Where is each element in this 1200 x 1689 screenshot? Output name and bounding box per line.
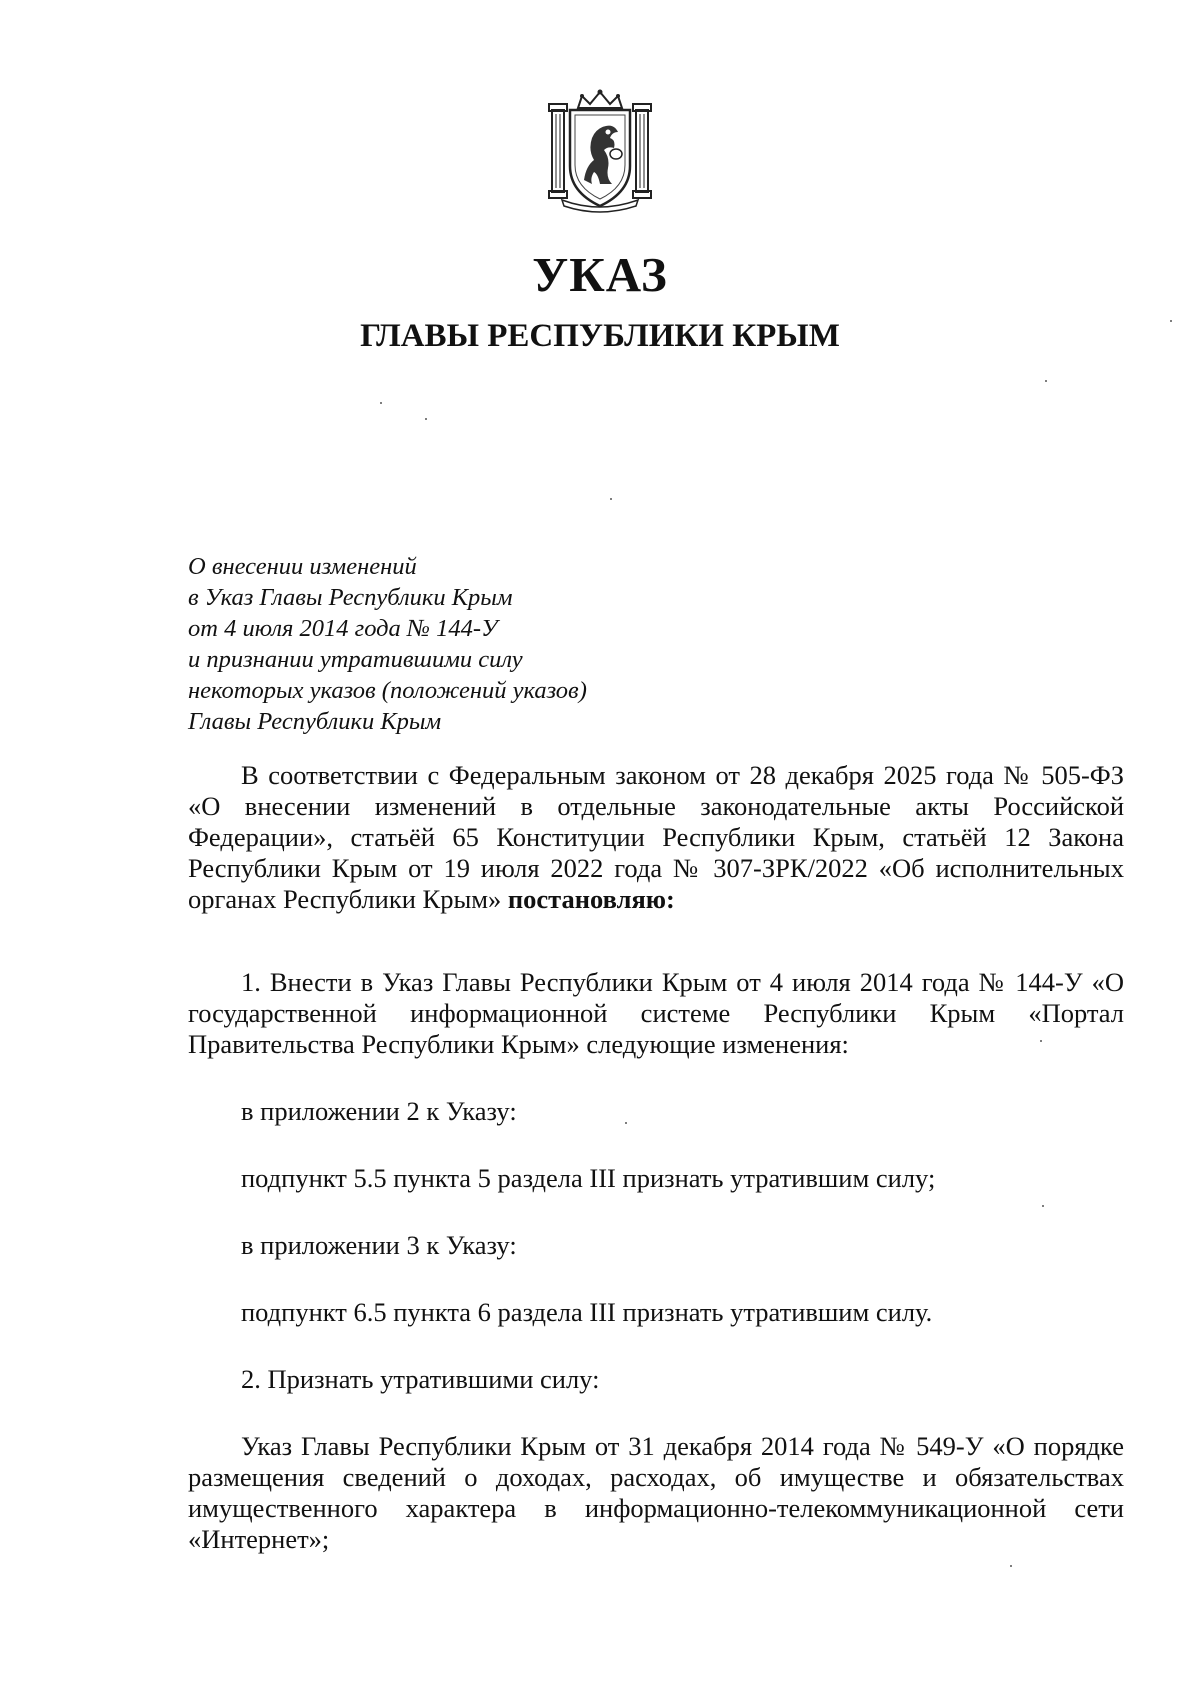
resolve-word: постановляю: (507, 884, 675, 914)
scan-speck (1045, 380, 1047, 382)
appendix-2-line: в приложении 2 к Указу: (241, 1096, 517, 1126)
item-1-line (188, 1096, 1124, 1127)
scan-speck (625, 1122, 627, 1124)
scan-speck (1170, 320, 1172, 322)
preamble-block (188, 760, 1124, 915)
coat-of-arms-of-crimea-icon (548, 88, 652, 214)
scan-speck (1010, 1565, 1012, 1567)
subject-line: некоторых указов (положений указов) (188, 677, 587, 704)
item-2-heading: 2. Признать утратившими силу: (241, 1364, 600, 1394)
scan-speck (1040, 1040, 1042, 1042)
subject-line: Главы Республики Крым (188, 708, 442, 735)
item-1-line (188, 1230, 1124, 1261)
preamble-paragraph (188, 760, 1124, 915)
item-1-line (188, 1163, 1124, 1194)
subject-line: и признании утратившими силу (188, 646, 523, 673)
subject-line: в Указ Главы Республики Крым (188, 584, 513, 611)
item-2-heading-block (188, 1364, 1124, 1395)
decree-subtitle: ГЛАВЫ РЕСПУБЛИКИ КРЫМ (360, 318, 840, 354)
decree-title: УКАЗ (532, 247, 668, 302)
subitem-5-5-line: подпункт 5.5 пункта 5 раздела III признать утратившим силу; (241, 1163, 936, 1193)
item-2-block (188, 1431, 1124, 1555)
item-2-paragraph: Указ Главы Республики Крым от 31 декабря 2014 года № 549-У «О порядке размещения сведений о доходах, расходах, об имуществе и обязательствах имущественного характера в информационно-телекоммуникационной сети «Интернет»; (188, 1431, 1124, 1554)
scan-speck (610, 498, 612, 500)
item-1-block (188, 967, 1124, 1060)
scan-speck (1042, 1205, 1044, 1207)
item-1-line (188, 1297, 1124, 1328)
item-1-paragraph: 1. Внести в Указ Главы Республики Крым от 4 июля 2014 года № 144-У «О государственной информационной системе Республики Крым «Портал Правительства Республики Крым» следующие изменения: (188, 967, 1124, 1059)
decree-subject (188, 551, 587, 737)
scan-speck (380, 402, 382, 404)
subitem-6-5-line: подпункт 6.5 пункта 6 раздела III признать утратившим силу. (241, 1297, 933, 1327)
scan-speck (425, 418, 427, 420)
subject-line: О внесении изменений (188, 553, 417, 580)
preamble-text: В соответствии с Федеральным законом от 28 декабря 2025 года № 505-ФЗ «О внесении изменений в отдельные законодательные акты Российской Федерации», статьёй 65 Конституции Республики Крым, статьёй 12 Закона Республики Крым от 19 июля 2022 года № 307-ЗРК/2022 «Об исполнительных органах Республики Крым» (188, 760, 1124, 914)
subject-line: от 4 июля 2014 года № 144-У (188, 615, 498, 642)
appendix-3-line: в приложении 3 к Указу: (241, 1230, 517, 1260)
